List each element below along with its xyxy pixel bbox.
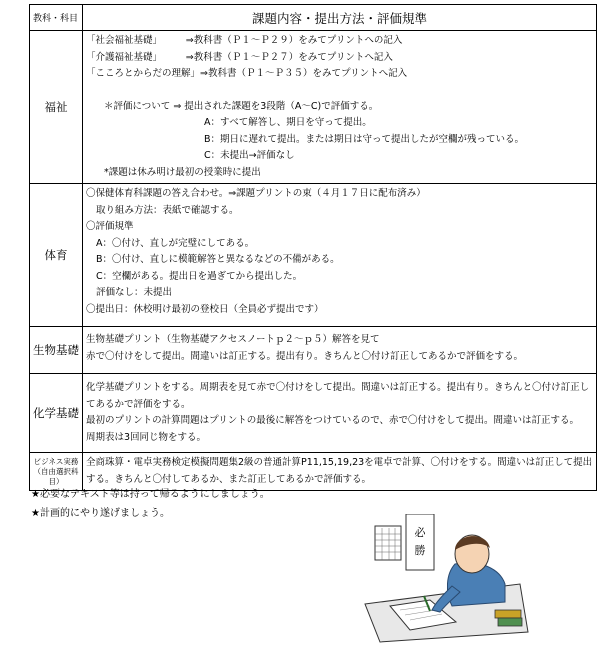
content-line: 「社会福祉基礎」 ⇒教科書（Ｐ１～Ｐ２９）をみてプリントへの記入: [86, 35, 403, 46]
subject-cell: 生物基礎: [30, 327, 83, 374]
content-line: 全商珠算・電卓実務検定模擬問題集2級の普通計算P11,15,19,23を電卓で計算、〇付けをする。間違いは訂正して提出する。きちんと〇付してあるか、また訂正してあるかで評価する。: [86, 457, 593, 485]
table-row: [30, 31, 597, 184]
content-line: 赤で〇付けをして提出。間違いは訂正する。提出有り。きちんと〇付け訂正してあるかで評価をする。: [86, 350, 524, 362]
content-line: 化学基礎プリントをする。周期表を見て赤で〇付けをして提出。間違いは訂正する。提出有り。きちんと〇付け訂正してあるかで評価をする。: [86, 382, 590, 410]
note-line: ★必要なテキスト等は持って帰るようにしましょう。: [31, 489, 270, 500]
subject-column-header: 教科・科目: [30, 5, 83, 31]
poster-text-2: 勝: [414, 544, 426, 557]
content-column-header: 課題内容・提出方法・評価規準: [83, 5, 597, 31]
content-line: *課題は休み明け最初の授業時に提出: [104, 166, 261, 178]
note-line: ★計画的にやり遂げましょう。: [31, 508, 170, 519]
content-line: 〇提出日：休校明け最初の登校日（全員必ず提出です）: [86, 303, 324, 315]
content-cell: [83, 327, 597, 374]
content-line: 生物基礎プリント（生物基礎アクセスノートｐ２～ｐ５）解答を見て: [86, 334, 380, 345]
content-line: [86, 83, 593, 99]
content-cell: [83, 31, 597, 184]
content-line: A：〇付け、直しが完璧にしてある。: [96, 237, 255, 249]
poster-text-1: 必: [414, 526, 426, 539]
content-line: C：空欄がある。提出日を過ぎてから提出した。: [96, 270, 303, 282]
content-line: 〇評価規準: [86, 221, 134, 232]
table-row: [30, 184, 597, 327]
content-line: 最初のプリントの計算問題はプリントの最後に解答をつけているので、赤で〇付けをして提出。間違いは訂正する。: [86, 415, 580, 426]
notes: [31, 485, 270, 523]
studying-student-illustration: [360, 514, 530, 644]
subject-cell: 化学基礎: [30, 374, 83, 453]
content-line: B：期日に遅れて提出。または期日は守って提出したが空欄が残っている。: [204, 133, 525, 145]
content-line: 〇保健体育科課題の答え合わせ。⇒課題プリントの束（４月１７日に配布済み）: [86, 188, 426, 199]
content-cell: [83, 374, 597, 453]
content-line: 周期表は3回同じ物をする。: [86, 431, 207, 443]
subject-cell: 体育: [30, 184, 83, 327]
content-cell: [83, 184, 597, 327]
content-line: B：〇付け、直しに模範解答と異なるなどの不備がある。: [96, 254, 340, 265]
content-line: 「こころとからだの理解」⇒教科書（Ｐ１～Ｐ３５）をみてプリントへ記入: [86, 68, 408, 79]
table-header-row: [30, 5, 597, 31]
subject-cell: 福祉: [30, 31, 83, 184]
content-line: 評価なし：未提出: [96, 287, 173, 298]
table-row: [30, 327, 597, 374]
content-line: 取り組み方法：表紙で確認する。: [96, 204, 239, 216]
content-line: ＊評価について ⇒ 提出された課題を3段階（A～C)で評価する。: [104, 100, 379, 112]
table-row: [30, 374, 597, 453]
content-line: 「介護福祉基礎」 ⇒教科書（Ｐ１～Ｐ２７）をみてプリントへ記入: [86, 51, 393, 63]
content-line: A：すべて解答し、期日を守って提出。: [204, 117, 372, 128]
assignment-table: [29, 4, 597, 491]
subject-label: ビジネス実務: [33, 456, 79, 466]
content-line: C：未提出→評価なし: [204, 150, 295, 161]
subject-note: （自由選択科目）: [33, 466, 79, 486]
